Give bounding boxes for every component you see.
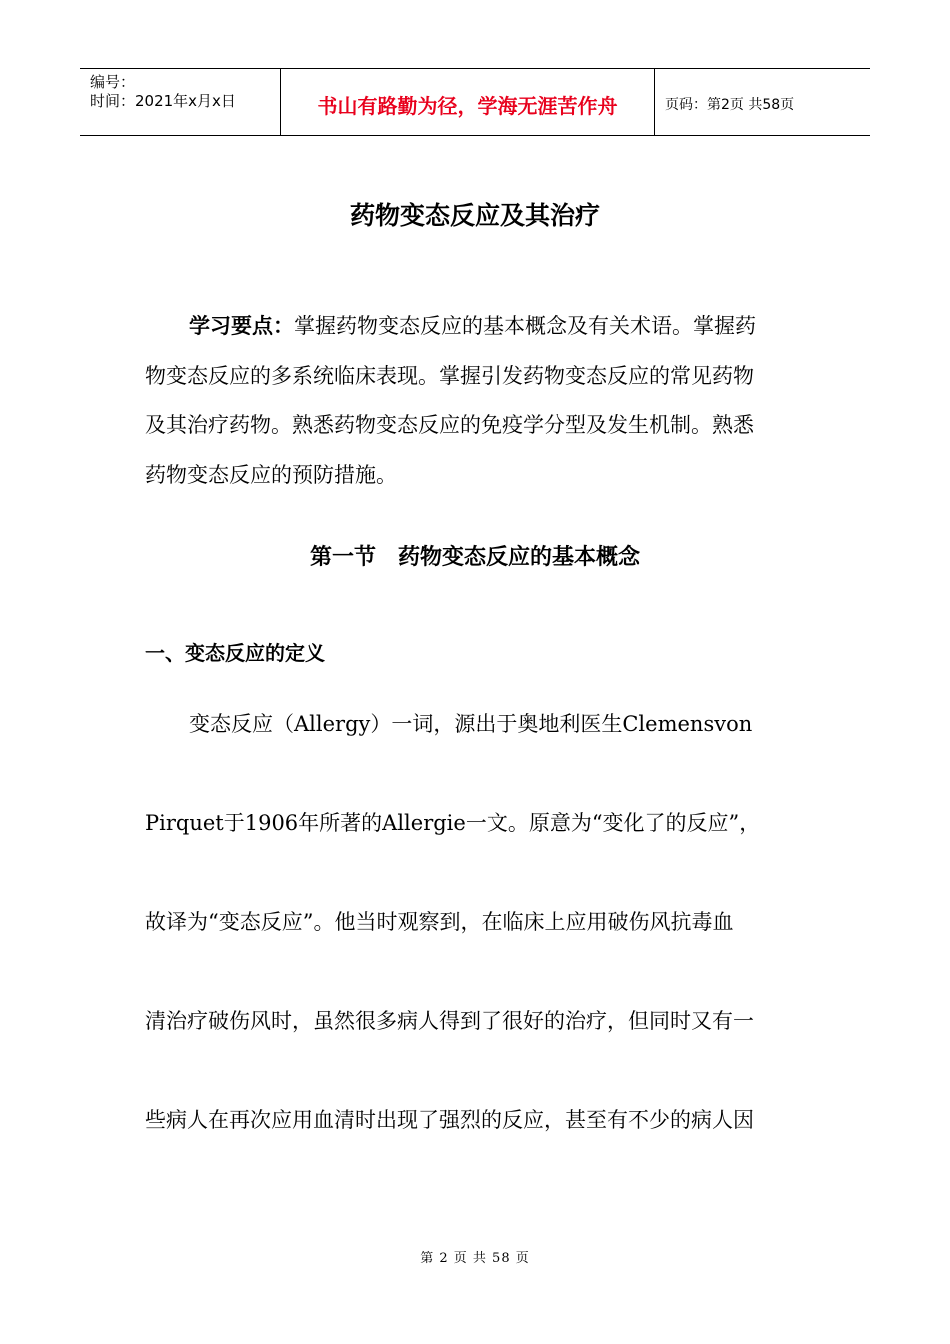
date-line: 时间：2021年x月x日 [90, 92, 236, 110]
body-line: 变态反应（Allergy）一词，源出于奥地利医生Clemensvon [189, 712, 753, 736]
page-footer: 第 2 页 共 58 页 [420, 1251, 530, 1266]
header-meta-cell [80, 69, 281, 135]
body-line: Pirquet于1906年所著的Allergie一文。原意为“变化了的反应”， [145, 811, 761, 835]
serial-number-label: 编号： [90, 73, 136, 91]
key-points-text: 掌握药物变态反应的基本概念及有关术语。掌握药 [294, 314, 756, 338]
body-line: 些病人在再次应用血清时出现了强烈的反应，甚至有不少的病人因 [145, 1108, 754, 1132]
subsection-title: 一、变态反应的定义 [145, 641, 325, 665]
body-line: 故译为“变态反应”。他当时观察到，在临床上应用破伤风抗毒血 [145, 910, 734, 934]
header-page-cell [655, 71, 870, 137]
document-title: 药物变态反应及其治疗 [349, 201, 600, 230]
body-paragraph [145, 704, 805, 1199]
header-motto: 书山有路勤为径，学海无涯苦作舟 [317, 93, 618, 118]
header-page-info: 页码：第2页 共58页 [665, 97, 795, 113]
body-line: 清治疗破伤风时，虽然很多病人得到了很好的治疗，但同时又有一 [145, 1009, 754, 1033]
header-motto-cell [281, 69, 655, 135]
section-title: 第一节 药物变态反应的基本概念 [309, 545, 640, 570]
key-points-line [145, 302, 810, 352]
key-points-line: 及其治疗药物。熟悉药物变态反应的免疫学分型及发生机制。熟悉 [145, 413, 754, 437]
key-points-line: 物变态反应的多系统临床表现。掌握引发药物变态反应的常见药物 [145, 363, 754, 388]
key-points-label: 学习要点： [189, 314, 294, 338]
document-header [80, 68, 870, 136]
key-points-paragraph [145, 302, 810, 500]
key-points-line: 药物变态反应的预防措施。 [145, 462, 397, 487]
